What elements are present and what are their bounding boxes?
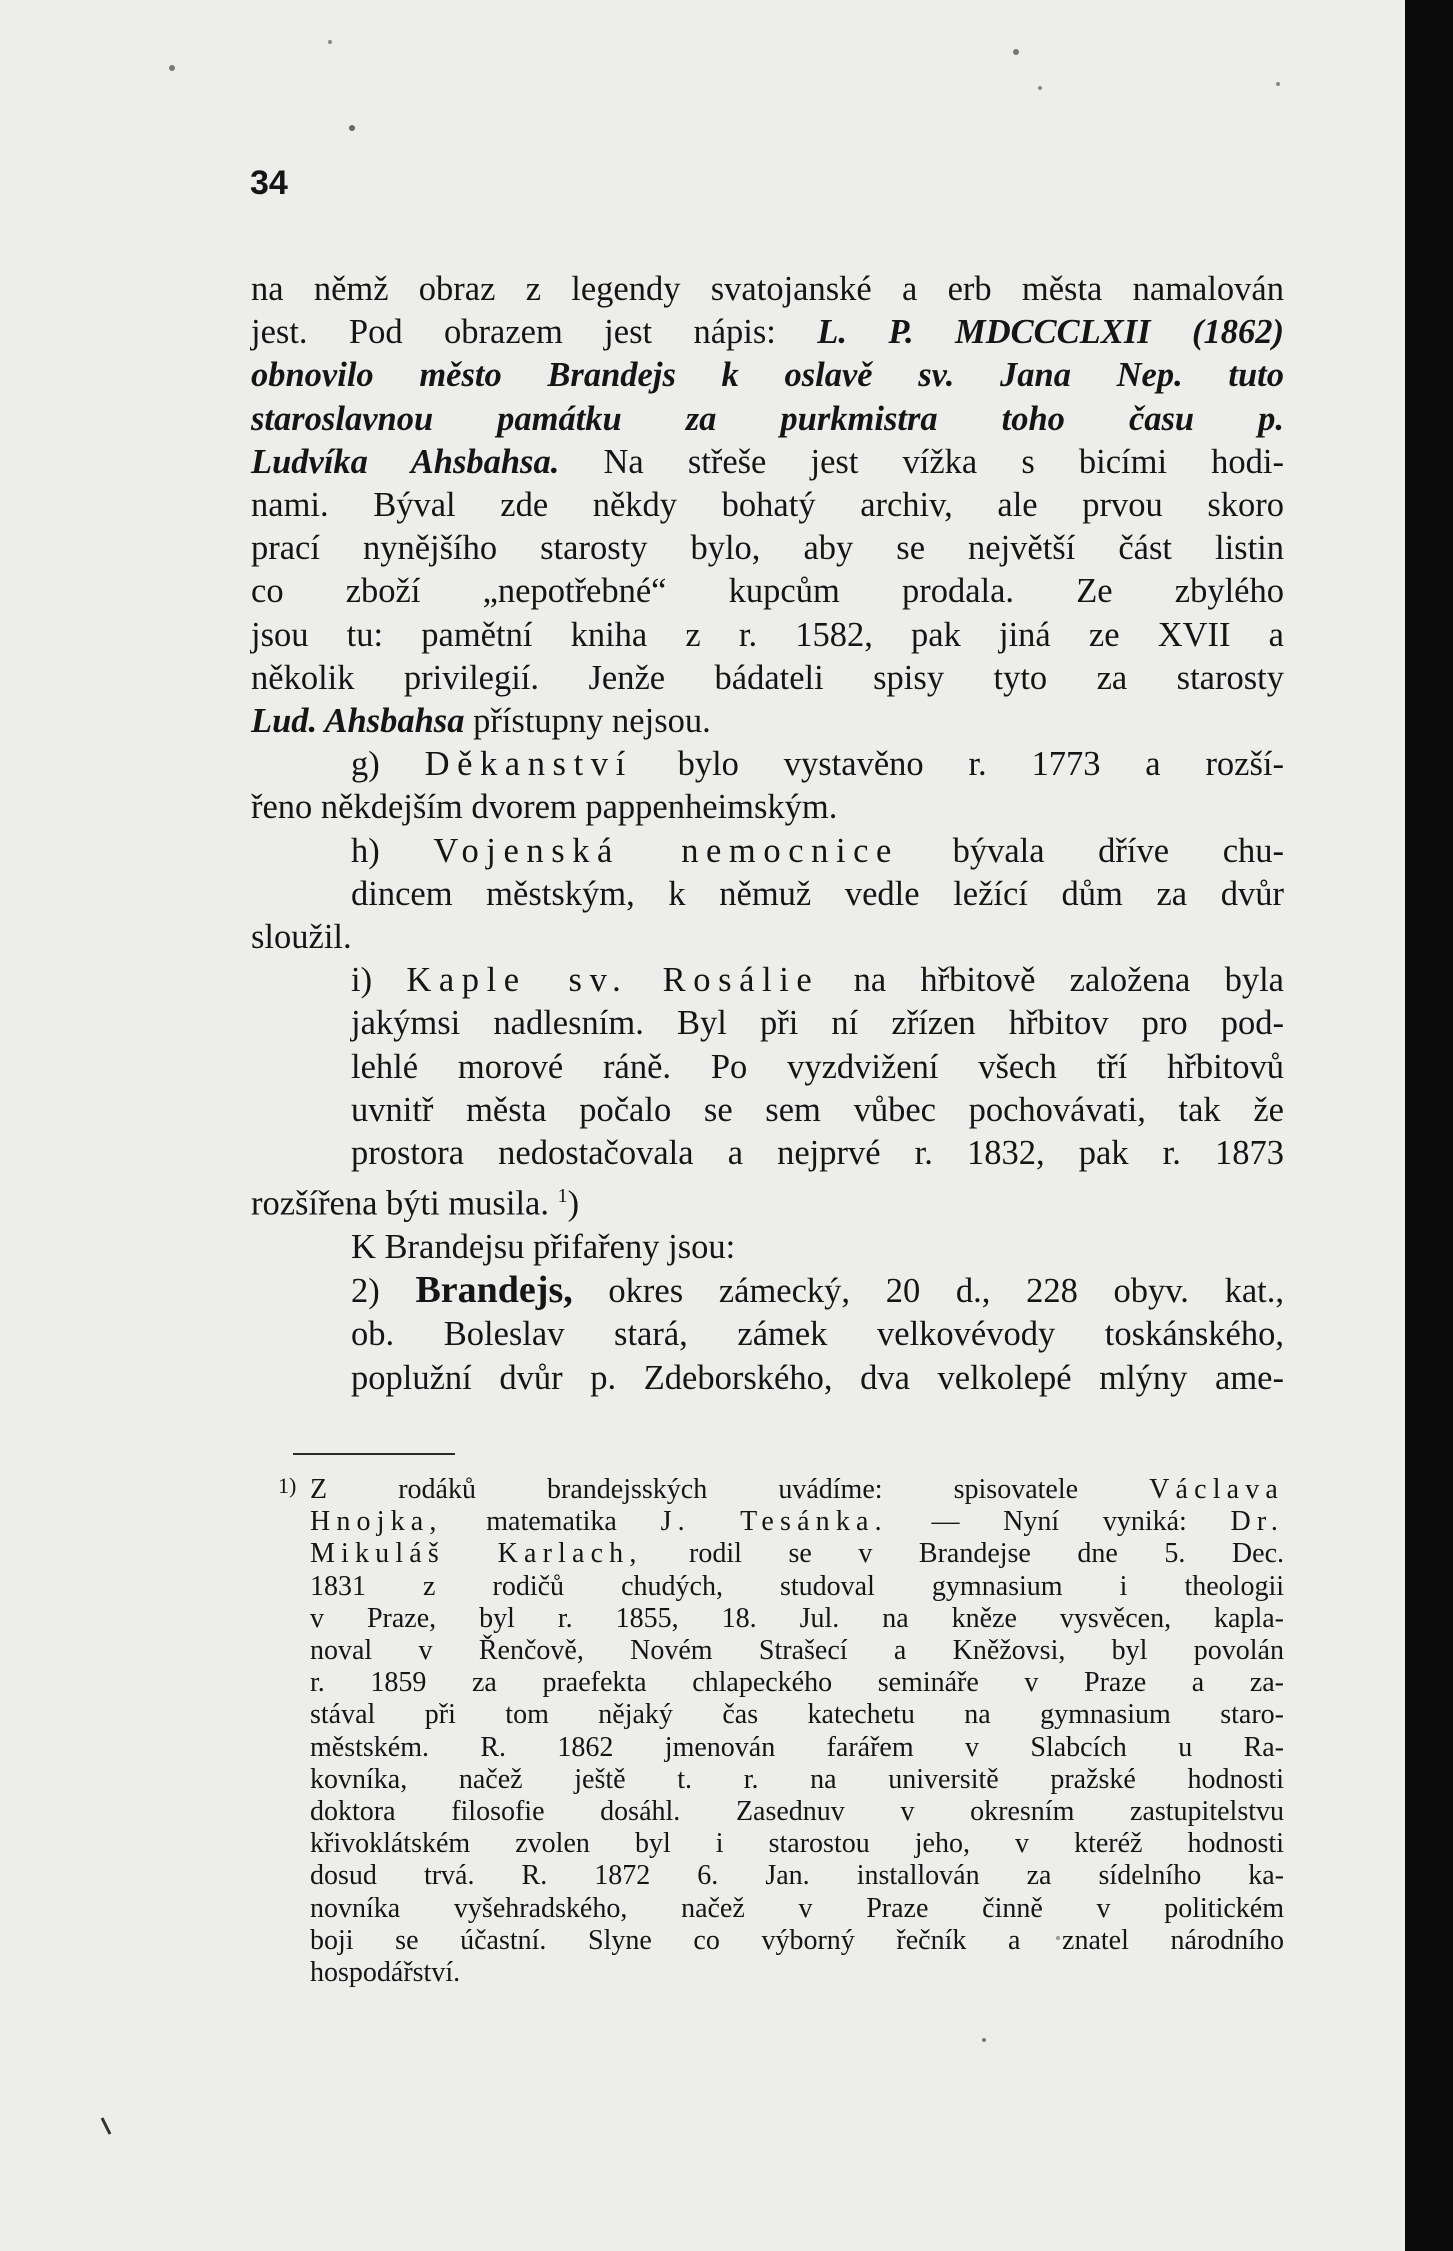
paragraph-chapel: i) Kaple sv. Rosálie na hřbitově založena byla jakýmsi nadlesním. Byl při ní zřízen hřbitov pro pod- lehlé morové ráně. Po vyzdvižení všech tří hřbitovů uvnitř města počalo se sem vůbec pochovávati, tak že prostora nedostačovala a nejprvé r. 1832, pak r. 1873 (351, 961, 1284, 1173)
speck (982, 2038, 986, 2042)
speck (349, 125, 355, 131)
footnote-mark: 1) (278, 1473, 297, 1498)
paragraph-parish: K Brandejsu přifařeny jsou: (351, 1227, 736, 1266)
paragraph-brandejs: 2) Brandejs, okres zámecký, 20 d., 228 obyv. kat., ob. Boleslav stará, zámek velkovévody toskánského, poplužní dvůr p. Zdeborského, dva velkolepé mlýny ame- (351, 1269, 1284, 1397)
footnote-text: 1) Z rodáků brandejsských uvádíme: spisovatele Václava Hnojka, matematika J. Tesánka. — Nyní vyniká: Dr. Mikuláš Karlach, rodil se v Brandejse dne 5. Dec. 1831 z rodičů chudých, studoval gymnasium i theologii v Praze, byl r. 1855, 18. Jul. na kněze vysvěcen, kapla- noval v Řenčově, Novém Strašecí a Kněžovsi, byl povolán r. 1859 za praefekta chlapeckého semináře v Praze a za- stával při tom nějaký čas katechetu na gymnasium staro- městském. R. 1862 jmenován farářem v Slabcích u Ra- kovníka, načež ještě t. r. na universitě pražské hodnosti doktora filosofie dosáhl. Zasednuv v okresním zastupitelstvu křivoklátském zvolen byl i starostou jeho, v kteréž hodnosti dosud trvá. R. 1872 6. Jan. installován za sídelního ka- novníka vyšehradského, načež v Praze činně v politickém boji se účastní. Slyne co výborný řečník a znatel národního (310, 1474, 1284, 1957)
paragraph-hospital-end: sloužil. (251, 918, 352, 957)
footnote (278, 1473, 1284, 1989)
footnote-rule (293, 1453, 455, 1455)
speck (1013, 49, 1019, 55)
body-text (251, 268, 1284, 1400)
speck (1276, 82, 1280, 86)
speck (169, 65, 175, 71)
page-number: 34 (250, 164, 288, 202)
paragraph-townhall: na němž obraz z legendy svatojanské a erb města namalován jest. Pod obrazem jest nápis: L. P. MDCCCLXII (1862) obnovilo město Brandejs k oslavě sv. Jana Nep. tuto staroslavnou památku za purkmistra toho času p. Ludvíka Ahsbahsa. Na střeše jest vížka s bicími hodi- nami. Býval zde někdy bohatý archiv, ale prvou skoro prací nynějšího starosty bylo, aby se největší část listin co zboží „nepotřebné“ kupcům prodala. Ze zbylého jsou tu: pamětní kniha z r. 1582, pak jiná ze XVII a několik privilegií. Jenže bádateli spisy tyto za starosty (251, 270, 1284, 697)
paragraph-chapel-end: rozšířena býti musila. $^1$) (251, 1184, 580, 1223)
speck (102, 2118, 110, 2134)
speck (328, 40, 332, 44)
footnote-ref: 1 (557, 1185, 568, 1208)
footnote-text-end: hospodářství. (310, 1957, 461, 1989)
paragraph-hospital: h) Vojenská nemocnice bývala dříve chu- dincem městským, k němuž vedle ležící dům za dvůr (351, 831, 1284, 913)
paragraph-deanery: g) Děkanství bylo vystavěno r. 1773 a rozší- (351, 745, 1284, 784)
speck (1038, 86, 1042, 90)
paragraph-townhall-end: Lud. Ahsbahsa přístupny nejsou. (251, 702, 711, 741)
paragraph-deanery-end: řeno někdejším dvorem pappenheimským. (251, 788, 838, 827)
